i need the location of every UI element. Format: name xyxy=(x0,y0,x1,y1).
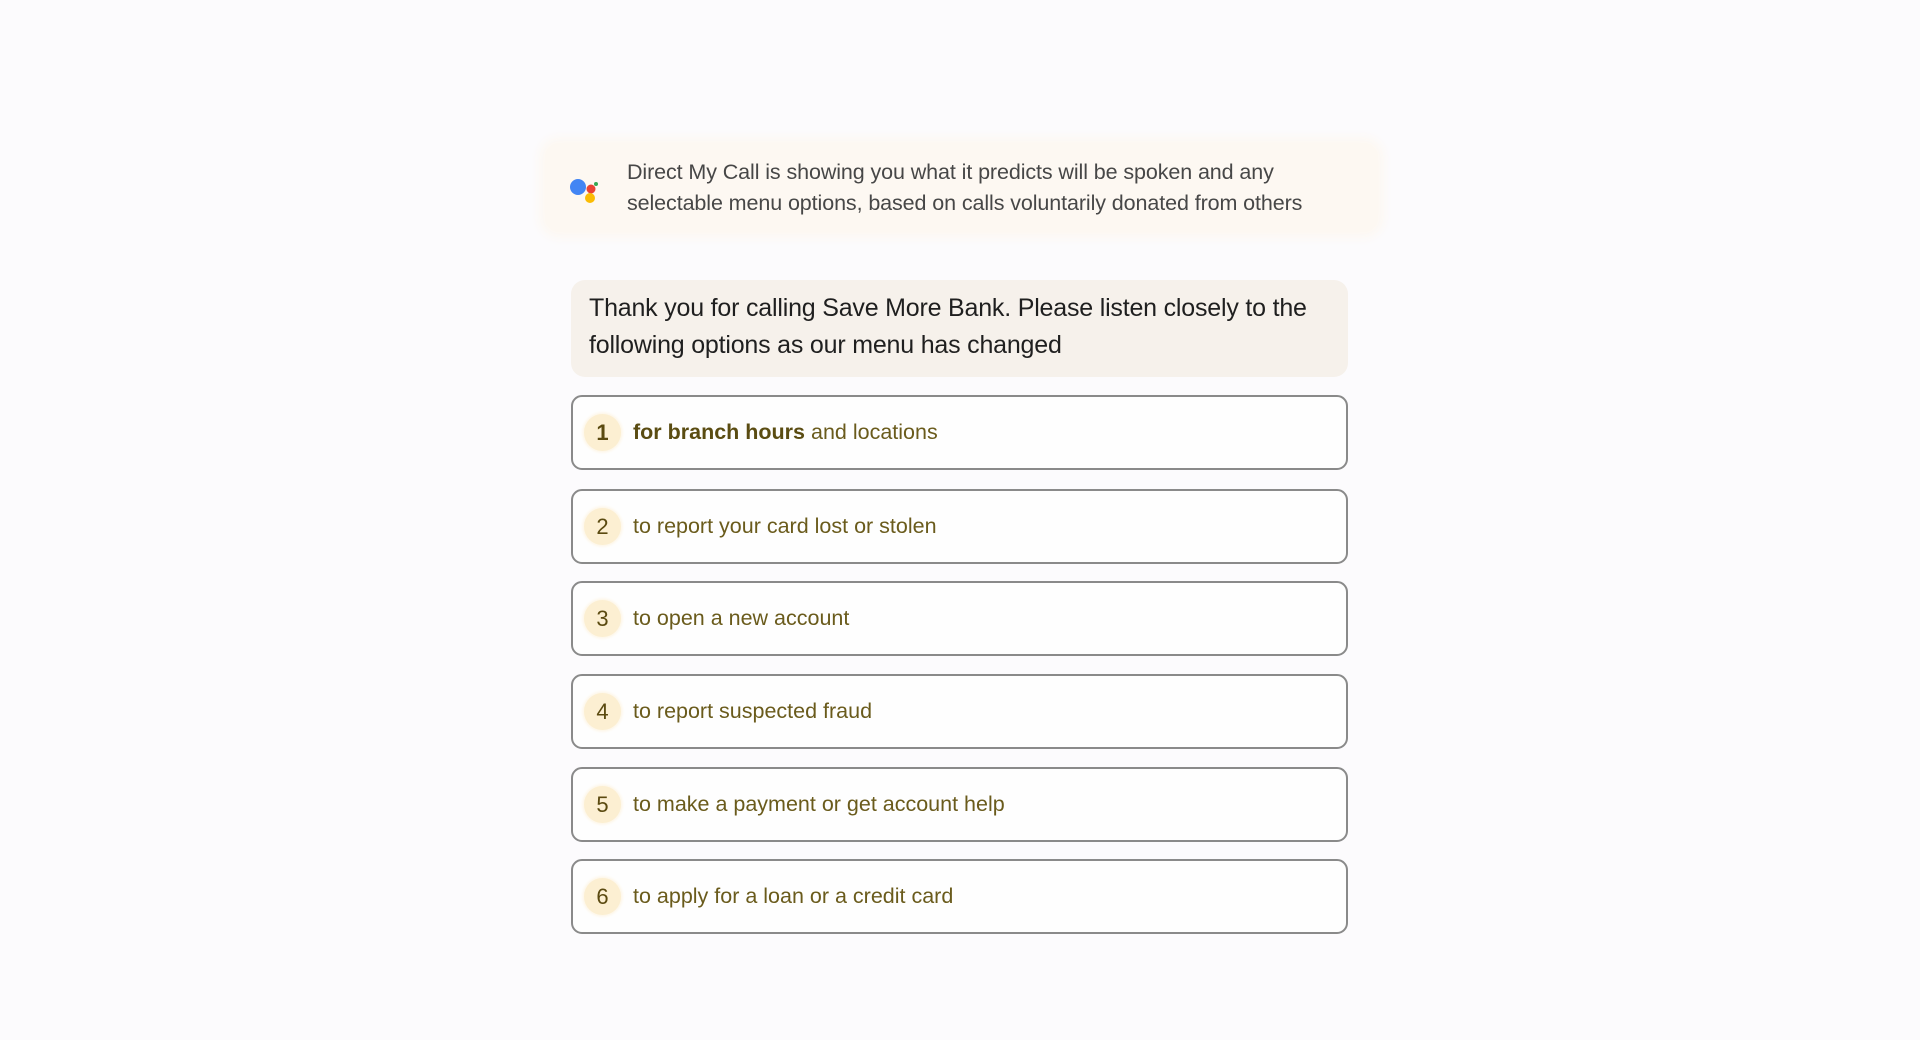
option-number-badge: 6 xyxy=(584,878,621,915)
banner-line: Direct My Call is showing you what it predicts will be spoken and any xyxy=(627,160,1274,184)
menu-option-1[interactable] xyxy=(571,395,1348,470)
option-label-highlight: for branch hours xyxy=(633,420,806,444)
menu-option-6[interactable] xyxy=(571,859,1348,934)
option-number-badge: 2 xyxy=(584,508,621,545)
menu-option-4[interactable] xyxy=(571,674,1348,749)
menu-option-3[interactable] xyxy=(571,581,1348,656)
option-label: to report your card lost or stolen xyxy=(633,514,937,538)
option-number-badge: 4 xyxy=(584,693,621,730)
assistant-red-dot xyxy=(587,185,596,194)
spoken-prompt-text xyxy=(589,290,1339,364)
option-label: to make a payment or get account help xyxy=(633,792,1005,816)
google-assistant-icon xyxy=(566,174,602,210)
assistant-blue-dot xyxy=(570,179,586,195)
assistant-yellow-dot xyxy=(585,193,595,203)
banner-disclaimer-text xyxy=(627,157,1367,219)
option-label: to open a new account xyxy=(633,606,850,630)
option-label: to apply for a loan or a credit card xyxy=(633,884,954,908)
menu-option-2[interactable] xyxy=(571,489,1348,564)
option-label-rest: and locations xyxy=(805,420,938,444)
spoken-line: following options as our menu has changed xyxy=(589,331,1062,359)
assistant-green-dot xyxy=(594,182,598,186)
option-number-badge: 1 xyxy=(584,414,621,451)
option-label xyxy=(633,397,938,468)
option-number-badge: 5 xyxy=(584,786,621,823)
option-label: to report suspected fraud xyxy=(633,699,873,723)
banner-line: selectable menu options, based on calls voluntarily donated from others xyxy=(627,191,1303,215)
menu-option-5[interactable] xyxy=(571,767,1348,842)
option-number-badge: 3 xyxy=(584,600,621,637)
spoken-line: Thank you for calling Save More Bank. Please listen closely to the xyxy=(589,294,1307,322)
